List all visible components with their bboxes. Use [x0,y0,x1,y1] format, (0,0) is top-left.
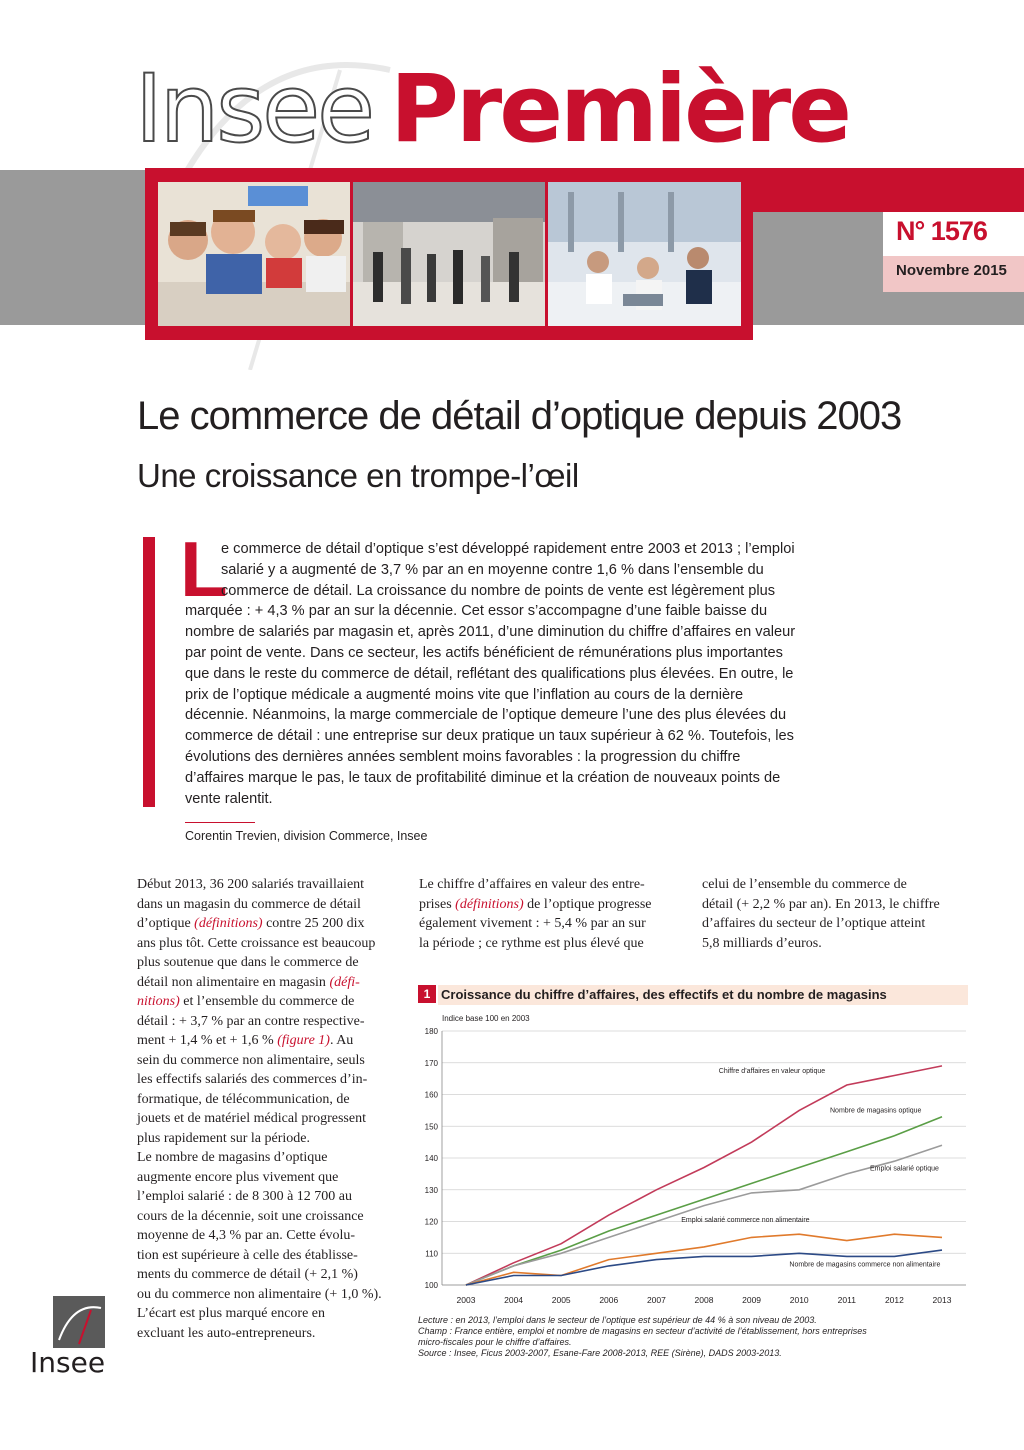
series-line [466,1066,942,1285]
body-line [419,876,645,894]
body-text-run: sein du commerce non alimentaire, seuls [137,1052,365,1068]
body-line [137,1169,338,1187]
body-line [137,1286,382,1304]
figure-number: 1 [418,985,436,1003]
body-text-run: également vivement : + 5,4 % par an sur [419,916,646,931]
page-title: Le commerce de détail d’optique depuis 2003 [137,394,902,438]
abstract-line: e commerce de détail d’optique s’est développé rapidement entre 2003 et 2013 ; l’emploi [221,541,795,557]
figure-note: Lecture : en 2013, l’emploi dans le secteur de l’optique est supérieur de 44 % à son niveau de 2003. [418,1315,817,1325]
author-line: Corentin Trevien, division Commerce, Insee [185,829,428,843]
body-text-run: cours de la décennie, soit une croissance [137,1208,364,1224]
x-tick-label: 2007 [646,1295,666,1305]
body-line [137,915,364,933]
body-text-run: détail (+ 2,2 % par an). En 2013, le chiffre [702,896,940,912]
y-tick-label: 100 [424,1281,438,1290]
body-text-run: ans plus tôt. Cette croissance est beaucoup [137,935,376,951]
body-text-run: plus rapidement sur la période. [137,1130,311,1146]
body-line [137,1071,367,1089]
body-text-run: plus soutenue que dans le commerce de [137,955,359,970]
x-tick-label: 2012 [884,1295,904,1305]
body-text-run: celui de l’ensemble du commerce de [702,877,907,892]
x-tick-label: 2010 [789,1295,809,1305]
body-text-run: l’emploi salarié : de 8 300 à 12 700 au [137,1189,352,1204]
y-tick-label: 110 [425,1249,438,1259]
abstract-line: que dans le reste du commerce de détail, reflétant des qualifications plus élevées. En outre, le [185,665,794,682]
y-tick-label: 150 [424,1122,438,1132]
body-text-run: contre 25 200 dix [262,916,365,931]
x-tick-label: 2006 [599,1295,619,1305]
body-text-run: Le nombre de magasins d’optique [137,1150,328,1165]
insee-logo-text: Insee [30,1346,106,1379]
figure-1 [418,985,970,1385]
issue-header-stripe [753,168,1024,212]
y-axis-label: Indice base 100 en 2003 [442,1014,530,1023]
body-line [137,1032,353,1050]
body-line [137,1110,366,1128]
body-line [137,1305,325,1323]
body-text-run: ment + 1,4 % et + 1,6 % [137,1033,278,1048]
y-tick-label: 160 [424,1090,438,1100]
masthead-premiere: Première [389,55,849,164]
abstract-line: évolutions des dernières années semblent moins favorables : la progression du chiffre [185,749,741,765]
body-line [137,1208,364,1226]
body-text-run: Le chiffre d’affaires en valeur des entre- [419,877,645,892]
masthead-insee: Insee [135,55,372,164]
body-line [137,1013,365,1031]
body-text-run: 5,8 milliards d’euros. [702,935,822,951]
body-line [137,1130,310,1148]
body-text-run: jouets et de matériel médical progressent [137,1111,366,1126]
figure-title: Croissance du chiffre d’affaires, des effectifs et du nombre de magasins [441,987,887,1002]
body-line [137,1052,365,1070]
body-text-run: la période ; ce rythme est plus élevé que [419,935,644,951]
abstract-line: commerce de détail. La croissance du nombre de points de vente est légèrement plus [221,582,776,599]
photo-crowd [353,182,545,326]
body-text-run: augmente encore plus vivement que [137,1169,339,1185]
figure-note: Champ : France entière, emploi et nombre de magasins en secteur d’activité de l’établissement, hors entreprises [418,1326,867,1336]
body-line [419,915,646,933]
body-line [419,935,644,953]
body-line [137,1188,352,1206]
y-tick-label: 130 [424,1185,438,1195]
reference-link[interactable]: (définitions) [455,896,524,912]
figure-note: micro-fiscales pour le chiffre d’affaires. [418,1337,572,1347]
x-tick-label: 2013 [932,1295,952,1305]
body-line [137,993,354,1011]
body-line [702,935,822,953]
body-line [137,935,375,953]
body-text-run: dans un magasin du commerce de détail [137,896,361,912]
body-line [137,896,361,914]
reference-link[interactable]: (figure 1) [277,1033,330,1048]
abstract-accent-bar [143,537,155,807]
body-line [702,915,925,933]
author-rule [185,822,255,823]
reference-link[interactable]: (défi- [329,974,360,990]
abstract-line: salarié y a augmenté de 3,7 % par an en moyenne contre 1,6 % dans l’ensemble du [221,561,764,578]
abstract-line: d’affaires marque le pas, le taux de profitabilité diminue et la création de nouveaux points de [185,769,781,786]
x-tick-label: 2009 [742,1295,762,1305]
photo-children [158,182,350,326]
x-tick-label: 2008 [694,1295,714,1305]
abstract-line: vente ralentit. [185,790,273,807]
photo-office [548,182,741,326]
body-line [137,1325,315,1343]
body-line [702,896,940,914]
body-text-run: formatique, de télécommunication, de [137,1091,350,1107]
body-line [137,954,359,972]
abstract-line: prix de l’optique médicale a augmenté moins vite que l’inflation au cours de la dernière [185,686,744,703]
body-text-run: de l’optique progresse [523,896,652,912]
y-tick-label: 120 [424,1217,438,1227]
body-line [137,1149,328,1167]
body-text-run: les effectifs salariés des commerces d’in- [137,1072,368,1087]
body-text-run: d’affaires du secteur de l’optique atteint [702,916,926,931]
abstract-dropcap: L [180,525,228,613]
body-text-run: excluant les auto-entrepreneurs. [137,1325,316,1341]
series-label: Emploi salarié commerce non alimentaire [681,1217,810,1225]
body-line [137,1266,358,1284]
abstract-line: marquée : + 4,3 % par an sur la décennie. Cet essor s’accompagne d’une faible baisse du [185,603,768,620]
body-text-run: et l’ensemble du commerce de [179,994,355,1009]
y-tick-label: 170 [424,1058,438,1068]
abstract-line: par point de vente. Dans ce secteur, les actifs bénéficient de rémunérations plus importantes [185,645,783,661]
body-text-run: détail : + 3,7 % par an contre respective- [137,1013,365,1029]
series-label: Chiffre d’affaires en valeur optique [718,1067,826,1075]
body-line [137,876,364,894]
abstract-line: nombre de salariés par magasin et, après 2011, d’une diminution du chiffre d’affaires en valeur [185,624,796,641]
body-text-run: . Au [329,1033,354,1048]
x-tick-label: 2004 [504,1295,524,1305]
body-text-run: prises [419,896,456,912]
body-line [137,1091,350,1109]
body-text-run: L’écart est plus marqué encore en [137,1306,326,1321]
series-label: Nombre de magasins optique [830,1107,922,1115]
series-label: Nombre de magasins commerce non alimentaire [789,1261,941,1269]
series-label: Emploi salarié optique [870,1165,939,1173]
x-tick-label: 2011 [837,1295,856,1305]
body-line [137,1227,355,1245]
page-subtitle: Une croissance en trompe-l’œil [137,457,579,494]
issue-date: Novembre 2015 [896,262,1007,279]
x-tick-label: 2005 [551,1295,571,1305]
insee-logo-mark [53,1296,105,1348]
body-text-run: d’optique [137,916,195,931]
y-tick-label: 140 [424,1154,438,1163]
body-text-run: tion est supérieure à celle des établisse- [137,1247,358,1263]
reference-link[interactable]: nitions) [137,994,180,1009]
issue-number: N° 1576 [896,216,987,246]
body-text-run: moyenne de 4,3 % par an. Cette évolu- [137,1228,356,1243]
abstract-line: commerce de détail : une entreprise sur deux pratique un taux supérieur à 62 %. Toutefois, les [185,728,794,745]
body-line [137,1247,358,1265]
x-tick-label: 2003 [456,1295,476,1305]
body-line [419,896,652,914]
body-text-run: ou du commerce non alimentaire (+ 1,0 %). [137,1286,382,1302]
abstract-line: décennie. Néanmoins, la marge commerciale de l’optique demeure l’une des plus élevées du [185,707,787,724]
body-text-run: détail non alimentaire en magasin [137,974,330,990]
figure-note: Source : Insee, Ficus 2003-2007, Esane-Fare 2008-2013, REE (Sirène), DADS 2003-2013. [418,1348,782,1358]
reference-link[interactable]: (définitions) [194,916,263,931]
body-line [702,876,907,894]
body-text-run: Début 2013, 36 200 salariés travaillaient [137,877,365,892]
masthead [135,55,849,164]
y-tick-label: 180 [424,1027,438,1036]
line-chart [418,985,970,1310]
body-text-run: ments du commerce de détail (+ 2,1 %) [137,1267,358,1282]
body-line [137,974,360,992]
